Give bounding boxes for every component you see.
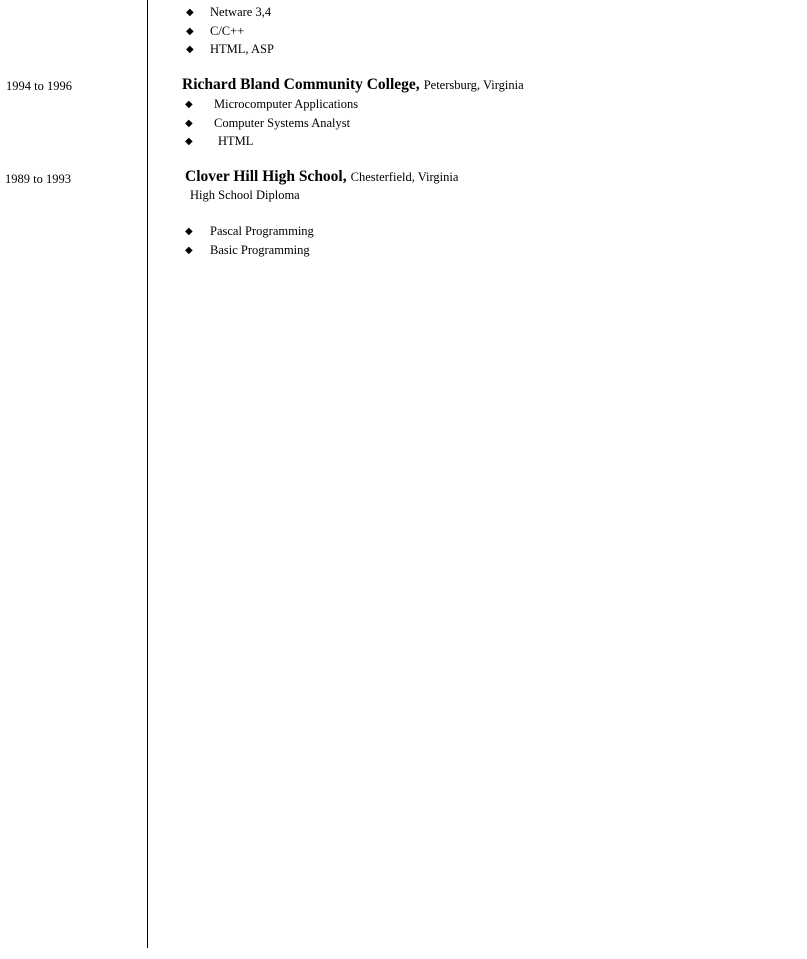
list-item-text: Netware 3,4 [210, 5, 272, 19]
bullet-diamond-icon: ◆ [186, 7, 194, 18]
bullet-diamond-icon: ◆ [186, 44, 194, 55]
bullet-diamond-icon: ◆ [186, 25, 194, 37]
list-item-text: HTML, ASP [210, 42, 274, 56]
school-heading [182, 76, 524, 94]
school-name: Clover Hill High School, [185, 168, 347, 185]
education-date: 1989 to 1993 [5, 172, 71, 186]
column-divider [147, 0, 148, 948]
school-name: Richard Bland Community College, [182, 76, 420, 93]
list-item-text: Basic Programming [210, 242, 310, 257]
list-item-text: C/C++ [210, 23, 245, 38]
school-location: Chesterfield, Virginia [350, 170, 459, 184]
education-date: 1994 to 1996 [6, 79, 72, 93]
diploma-text: High School Diploma [190, 188, 300, 202]
bullet-diamond-icon: ◆ [185, 99, 193, 110]
bullet-diamond-icon: ◆ [185, 117, 193, 129]
bullet-diamond-icon: ◆ [185, 136, 193, 147]
list-item-text: Computer Systems Analyst [214, 115, 351, 130]
bullet-diamond-icon: ◆ [185, 226, 193, 237]
list-item-text: HTML [218, 134, 254, 148]
school-heading [185, 168, 458, 186]
list-item-text: Microcomputer Applications [214, 97, 359, 111]
list-item-text: Pascal Programming [210, 224, 314, 238]
school-location: Petersburg, Virginia [423, 78, 524, 92]
bullet-diamond-icon: ◆ [185, 244, 193, 256]
